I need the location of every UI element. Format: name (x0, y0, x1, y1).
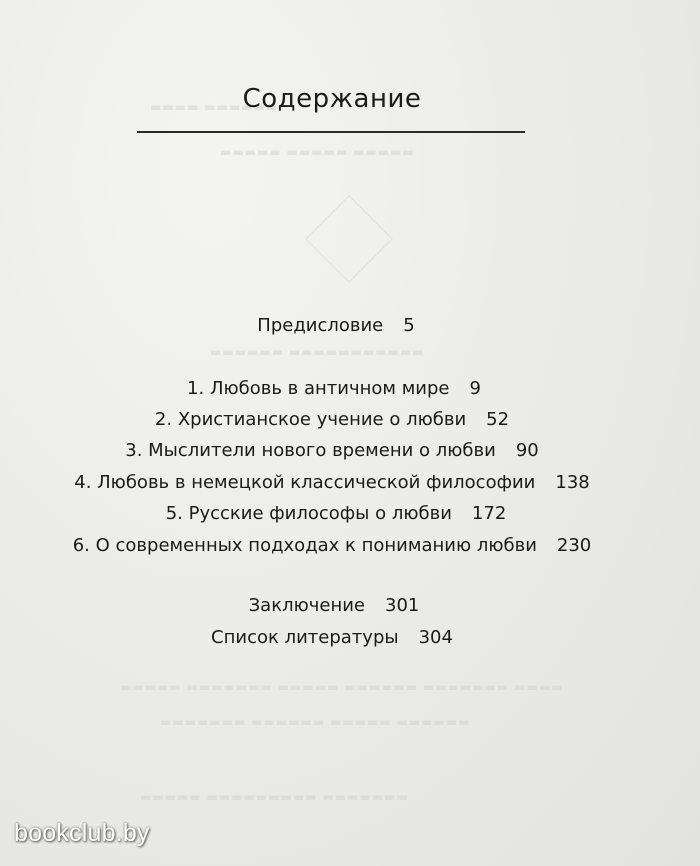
toc-entry-title: Заключение (248, 595, 365, 616)
toc-entry-chapter-5 (4, 503, 668, 524)
toc-entry-chapter-6 (0, 535, 664, 556)
toc-entry-chapter-2 (0, 409, 664, 430)
bleed-through-text: ▬▬▬▬▬▬▬ ▬▬▬▬▬▬ ▬▬▬▬▬ ▬▬▬▬▬▬ (160, 715, 471, 729)
toc-entry-chapter-1 (2, 378, 666, 399)
toc-entry-title: 5. Русские философы о любви (165, 503, 452, 524)
title-underline (137, 131, 525, 133)
toc-entry-chapter-4 (0, 472, 664, 493)
toc-entry-page: 172 (471, 503, 507, 524)
bleed-through-text: ▬▬▬▬▬ ▬▬▬▬▬▬▬▬▬ ▬▬▬▬▬▬▬ (140, 790, 409, 804)
toc-entry-title: Список литературы (211, 627, 399, 648)
toc-entry-title: 4. Любовь в немецкой классической философии (74, 472, 536, 493)
bleed-through-text: ▬▬▬▬▬ ▬▬▬▬▬▬▬ ▬▬▬▬▬ ▬▬▬▬▬▬ ▬▬▬▬▬▬▬ ▬▬▬▬ (120, 680, 564, 694)
toc-entry-title: 3. Мыслители нового времени о любви (125, 440, 496, 461)
toc-entry-page: 301 (385, 595, 420, 616)
bleed-through-text: ▬▬▬▬▬▬ ▬▬▬▬▬▬▬▬▬▬▬ (210, 345, 425, 359)
toc-entry-page: 230 (556, 535, 592, 556)
toc-entry-bibliography (0, 627, 664, 648)
toc-entry-title: Предисловие (257, 315, 384, 336)
toc-entry-title: 2. Христианское учение о любви (154, 409, 467, 430)
toc-entry-preface (4, 315, 668, 336)
page-title: Содержание (242, 84, 422, 114)
bleed-through-text: ▬▬▬▬▬ ▬▬▬▬▬ ▬▬▬▬▬ (220, 145, 415, 159)
toc-entry-page: 9 (469, 378, 481, 399)
toc-entry-page: 52 (486, 409, 510, 430)
bleed-through-text: ▬▬▬▬ ▬▬▬▬▬▬ (150, 100, 279, 114)
bleed-through-ornament (305, 195, 393, 283)
watermark: bookclub.by (14, 819, 150, 847)
toc-entry-conclusion (2, 595, 666, 616)
toc-entry-page: 5 (403, 315, 415, 336)
toc-entry-page: 138 (555, 472, 590, 493)
toc-entry-title: 6. О современных подходах к пониманию любви (72, 535, 537, 556)
toc-entry-chapter-3 (0, 440, 664, 461)
toc-entry-title: 1. Любовь в античном мире (187, 378, 450, 399)
toc-entry-page: 304 (418, 627, 453, 648)
toc-entry-page: 90 (515, 440, 539, 461)
